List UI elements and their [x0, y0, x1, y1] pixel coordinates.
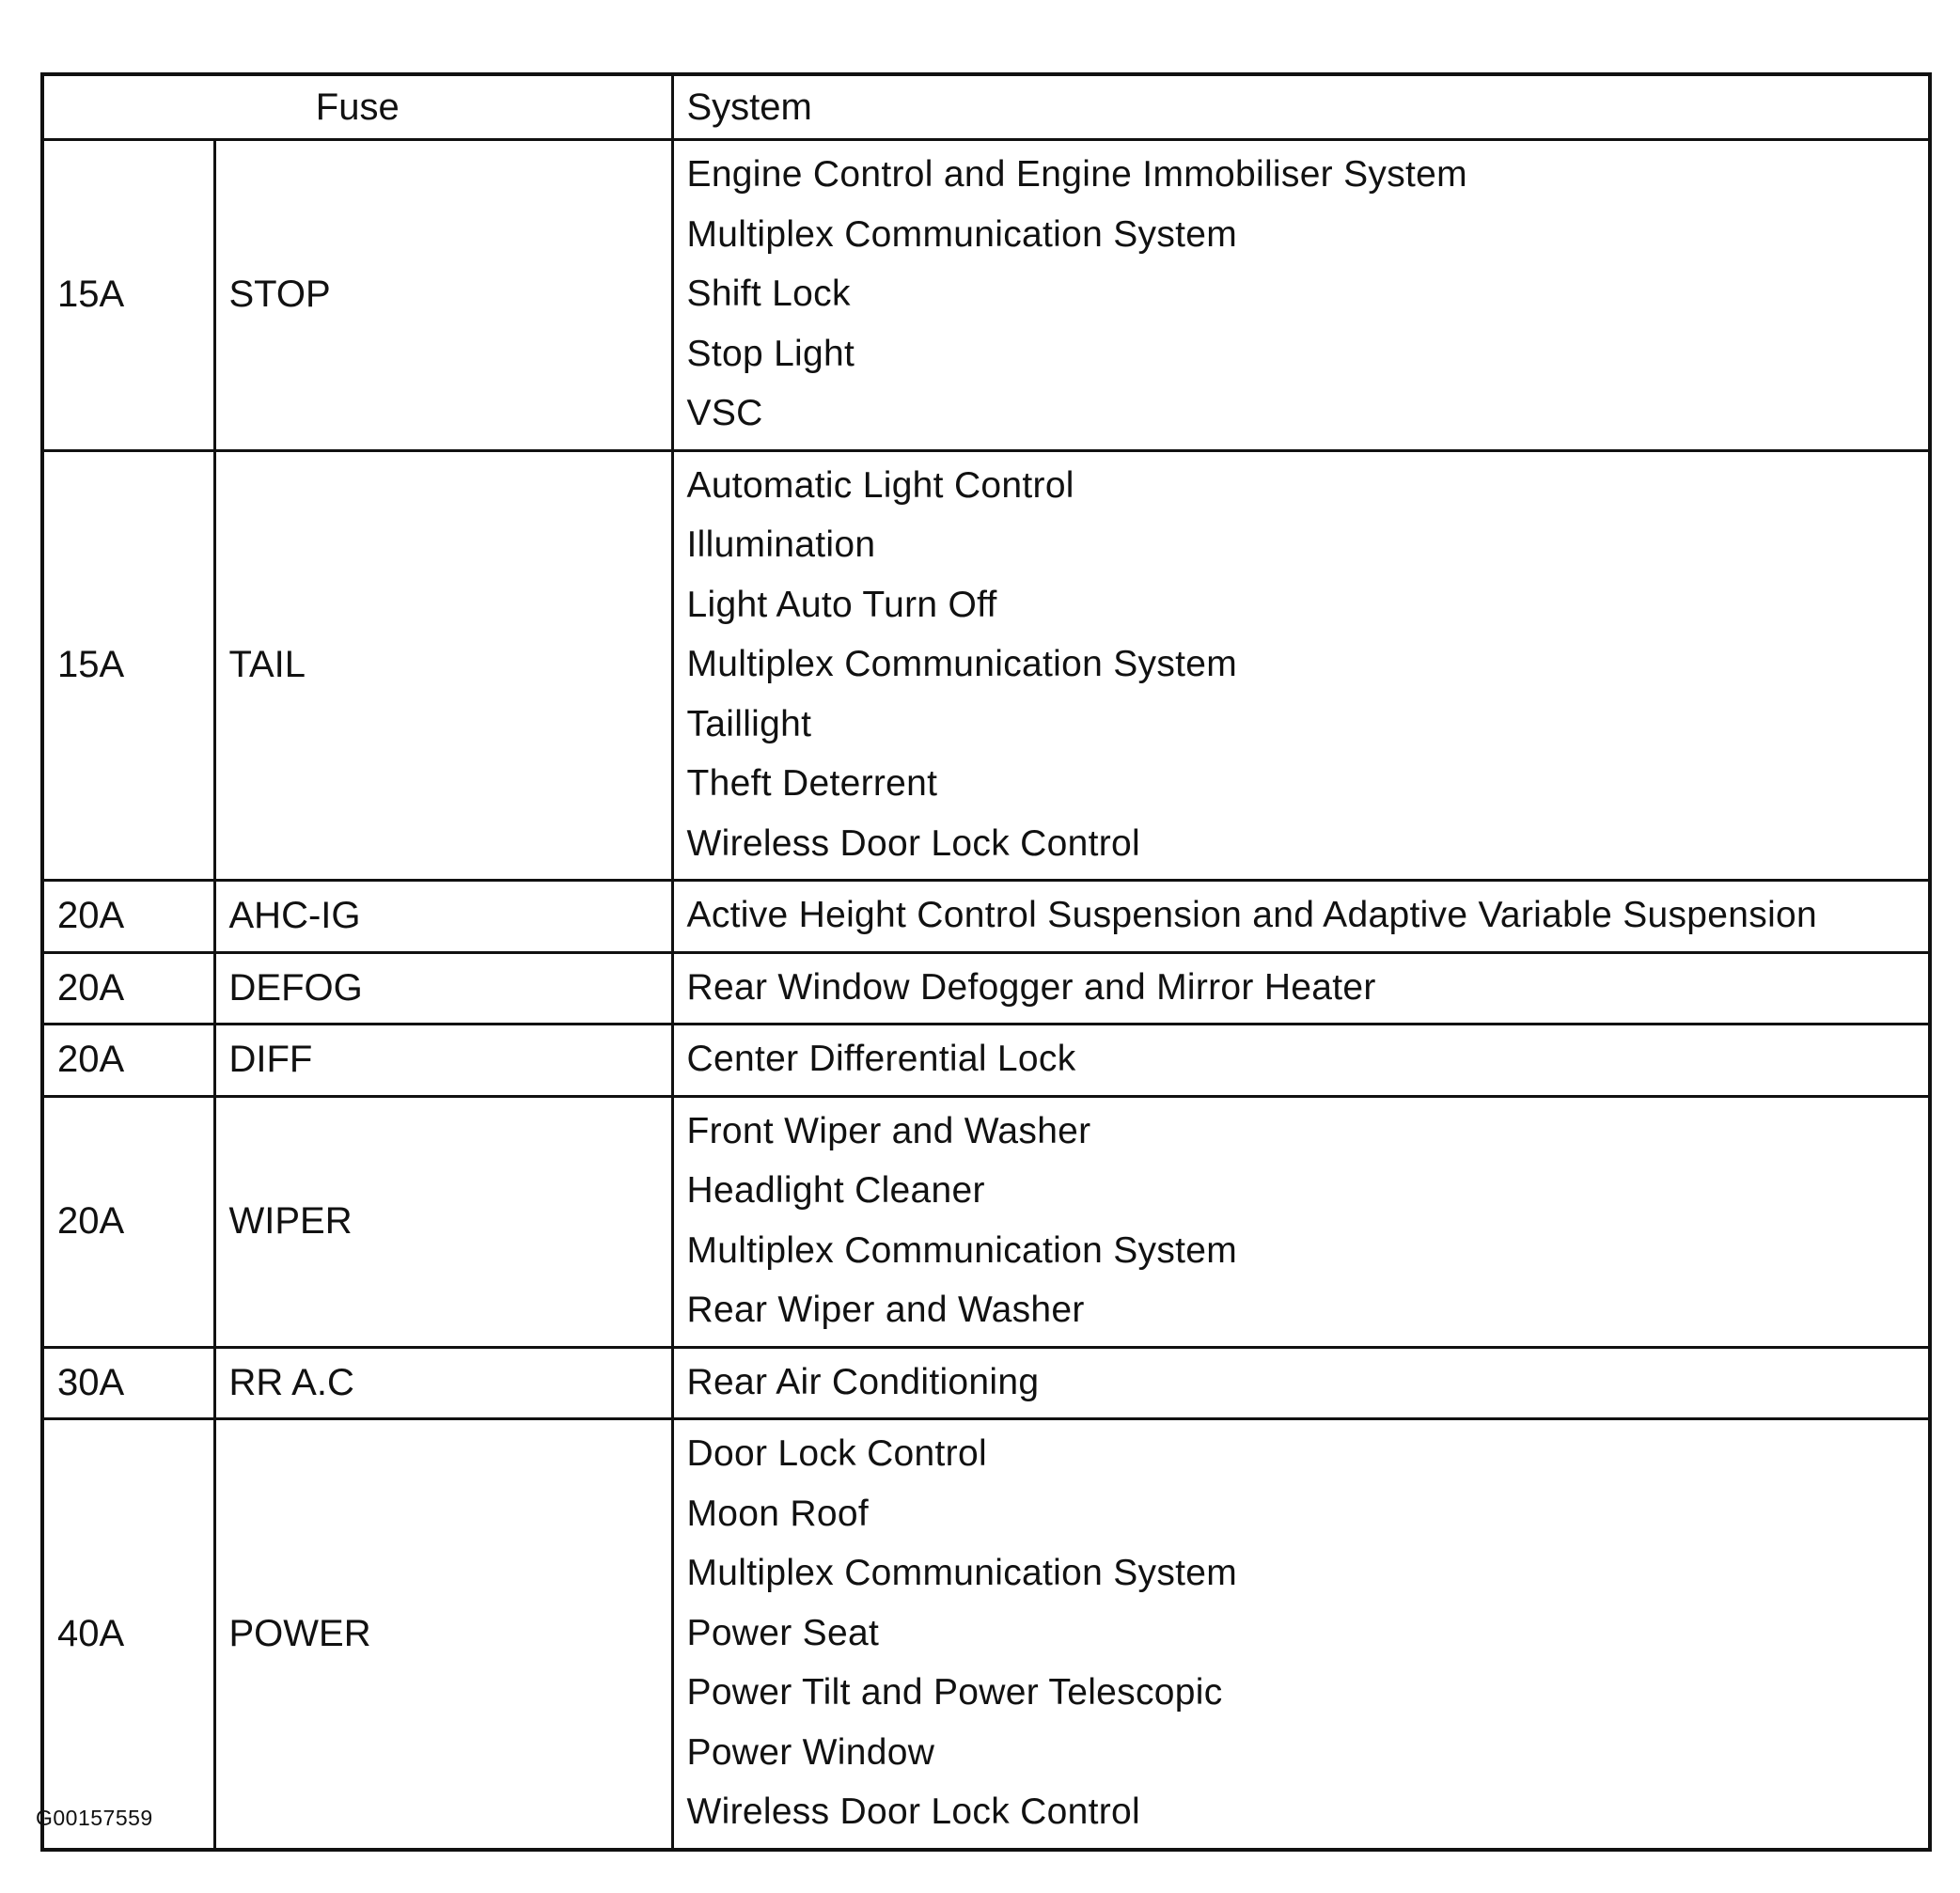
- fuse-name: TAIL: [214, 450, 672, 881]
- fuse-table-body: [42, 140, 1930, 1850]
- fuse-name: WIPER: [214, 1096, 672, 1347]
- system-item: Multiplex Communication System: [686, 1553, 1238, 1593]
- fuse-header: Fuse: [42, 74, 672, 140]
- system-item: Power Tilt and Power Telescopic: [686, 1672, 1223, 1713]
- fuse-name: STOP: [214, 140, 672, 451]
- fuse-name: DEFOG: [214, 952, 672, 1025]
- system-item: Multiplex Communication System: [686, 644, 1238, 684]
- system-item: Front Wiper and Washer: [686, 1110, 1091, 1151]
- header-row: [42, 74, 1930, 140]
- system-list: [672, 881, 1930, 953]
- system-header: System: [672, 74, 1930, 140]
- system-item: Power Seat: [686, 1612, 880, 1653]
- system-item: Headlight Cleaner: [686, 1170, 985, 1211]
- table-row: [42, 140, 1930, 451]
- system-item: Door Lock Control: [686, 1433, 987, 1474]
- system-item: Power Window: [686, 1731, 935, 1773]
- system-list: [672, 1419, 1930, 1850]
- fuse-amperage: 20A: [42, 1096, 214, 1347]
- system-list: [672, 450, 1930, 881]
- figure-id: G00157559: [36, 1806, 153, 1830]
- table-row: [42, 450, 1930, 881]
- table-row: [42, 881, 1930, 953]
- system-item: Moon Roof: [686, 1493, 869, 1534]
- fuse-amperage: 20A: [42, 952, 214, 1025]
- fuse-name: RR A.C: [214, 1347, 672, 1419]
- fuse-amperage: 20A: [42, 881, 214, 953]
- fuse-amperage: 20A: [42, 1025, 214, 1097]
- fuse-table: [40, 72, 1932, 1852]
- system-item: Wireless Door Lock Control: [686, 822, 1140, 864]
- table-row: [42, 1419, 1930, 1850]
- system-item: Taillight: [686, 703, 812, 744]
- system-item: Light Auto Turn Off: [686, 584, 997, 625]
- table-row: [42, 1347, 1930, 1419]
- fuse-amperage: 15A: [42, 450, 214, 881]
- system-item: Center Differential Lock: [686, 1039, 1076, 1079]
- system-list: [672, 952, 1930, 1025]
- system-item: Theft Deterrent: [686, 763, 938, 804]
- system-item: Multiplex Communication System: [686, 1229, 1238, 1271]
- system-item: Rear Window Defogger and Mirror Heater: [686, 966, 1376, 1008]
- system-item: Shift Lock: [686, 274, 851, 314]
- system-item: Illumination: [686, 524, 876, 565]
- system-list: [672, 1347, 1930, 1419]
- system-item: Automatic Light Control: [686, 464, 1074, 506]
- fuse-name: AHC-IG: [214, 881, 672, 953]
- table-row: [42, 1096, 1930, 1347]
- system-item: Rear Wiper and Washer: [686, 1290, 1085, 1330]
- fuse-name: DIFF: [214, 1025, 672, 1097]
- system-item: Stop Light: [686, 333, 855, 374]
- system-item: VSC: [686, 393, 763, 433]
- system-list: [672, 1025, 1930, 1097]
- system-item: Rear Air Conditioning: [686, 1361, 1040, 1402]
- system-item: Active Height Control Suspension and Adaptive Variable Suspension: [686, 895, 1818, 935]
- system-list: [672, 140, 1930, 451]
- table-row: [42, 952, 1930, 1025]
- table-row: [42, 1025, 1930, 1097]
- system-list: [672, 1096, 1930, 1347]
- system-item: Wireless Door Lock Control: [686, 1791, 1140, 1832]
- fuse-amperage: 30A: [42, 1347, 214, 1419]
- fuse-name: POWER: [214, 1419, 672, 1850]
- fuse-amperage: 40A: [42, 1419, 214, 1850]
- system-item: Multiplex Communication System: [686, 213, 1238, 255]
- system-item: Engine Control and Engine Immobiliser System: [686, 154, 1467, 195]
- fuse-amperage: 15A: [42, 140, 214, 451]
